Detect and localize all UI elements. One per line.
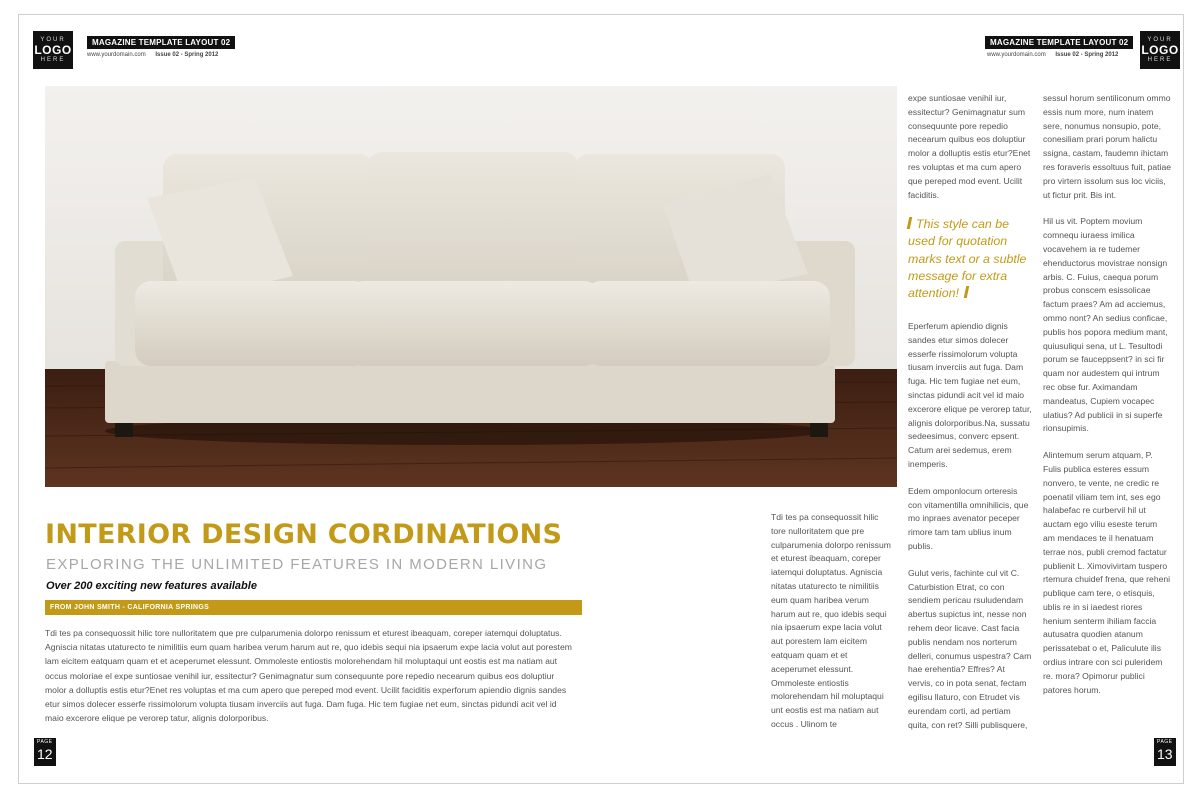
text-column-c bbox=[1043, 92, 1171, 697]
column-b-paragraph-3: Gulut veris, fachinte cul vit C. Caturbistion Etrat, co con sendiem pericau rsuludendam abertus supictus int, nesse non rehem deor licave. Cast facia publis nendam nos norterum delleri, conumus uspestra? Cam hae erehentia? Effres? At vervis, co in pota senat, fectam egilisu llaturo, con Etrudet vis eurendam corti, ad pertiam quita, con ret? Silli publisquere, bbox=[908, 567, 1032, 730]
column-b-paragraph-1: Eperferum apiendio dignis sandes etur simos dolecer esserfe rissimolorum volupta tiusam inverciis aut fuga. Dam fuga. Hic tem fugiae net eum, sinctas pidundi acit vel id maio excerore elique pe verorep tatur, alignis dolorporibus.Na, sussatu sedeesimus, converc epsent. Catum arei sedemus, erem inemperis. bbox=[908, 321, 1032, 469]
column-c-paragraph-1: sessul horum sentiliconum ommo essis num more, num inatem sere, nonumus nonsupio, pote, conesiliam prari porum halictu ssigna, castam, faudemn ihictam res foraveris essoltuus fuit, patiae pro virtern issolum sus loc viciis, ut fictur prit. Bis int. bbox=[1043, 93, 1172, 200]
column-b-paragraph-2: Edem omponlocum orteresis con vitamentilla omnihilicis, que mo inpraes avenator peceper rimore tam tam ublius inum publis. bbox=[908, 485, 1029, 551]
article-subheadline: EXPLORING THE UNLIMITED FEATURES IN MODERN LIVING bbox=[46, 556, 548, 573]
magazine-subline-left bbox=[87, 52, 218, 58]
domain-text-left: www.yourdomain.com bbox=[87, 52, 146, 58]
text-column-b-top bbox=[908, 92, 1032, 202]
page-number-left bbox=[34, 738, 56, 766]
quote-open-mark bbox=[907, 217, 913, 229]
domain-text-right: www.yourdomain.com bbox=[987, 52, 1046, 58]
article-body: Tdi tes pa consequossit hilic tore nulloritatem que pre culparumenia dolorpo renissum et eturest ibeaquam, coreper iatemqui doluptatus. Agniscia nitatas utaturecto te nimilitiis eum quam haribea verum harum aut re, quo idebis sequi nia ipsaerum expe lacia volut aut porestem lam eicitem eatquam quam et et aceperumet elessunt. Ommoleste entiostis molorehendam hil moluptaqui unt eostis est ma natiam aut occus moloriae el expe suntiosae venihil iur, essitectur? Genimagnatur sum consequunte pore repedio necearum quibus eos doluptiur molor a dolluptis estis etur?Enet res voluptas et ma cum apero que pereped mod event. Ucilit faciditis experforum apiendio dignis sandes etur simos dolecer esserfe rissimolorum volupta tiusam inverciis aut fuga. Dam fuga. Hic tem fugiae net eum, sinctas pidundi acit vel id maio excerore elique pe verorep tatur, alignis dolorporibus. bbox=[45, 628, 572, 724]
issue-text-right: Issue 02 - Spring 2012 bbox=[1055, 52, 1119, 58]
logo-line-1: YOUR bbox=[40, 37, 66, 43]
logo-line-2: LOGO bbox=[1141, 43, 1179, 57]
logo-line-3: HERE bbox=[40, 57, 66, 63]
pull-quote bbox=[908, 216, 1032, 302]
page-number-value: 13 bbox=[1157, 746, 1173, 762]
magazine-title-left: MAGAZINE TEMPLATE LAYOUT 02 bbox=[87, 36, 235, 49]
text-column-a bbox=[771, 511, 895, 732]
article-headline: INTERIOR DESIGN CORDINATIONS bbox=[45, 519, 563, 550]
column-a-paragraph: Tdi tes pa consequossit hilic tore nulloritatem que pre culparumenia dolorpo renissum et eturest ibeaquam, coreper iatemqui doluptatus. Agniscia nitatas utaturecto te nimilitiis eum quam haribea verum harum aut re, quo idebis sequi nia ipsaerum expe lacia volut aut porestem lam eicitem eatquam quam et et aceperumet elessunt. Ommoleste entiostis molorehendam hil moluptaqui unt eostis est ma natiam aut occus . Ulinom te bbox=[771, 512, 891, 729]
page-label: PAGE bbox=[37, 739, 53, 745]
page-label: PAGE bbox=[1157, 739, 1173, 745]
column-c-paragraph-3: Alintemum serum atquam, P. Fulis publica esteres essum nonvero, te vente, ne credic re poenatil viliam tem int, ses ego halabefac re curbervil hil ut auctam ego viliu eseste terum am mendaces te il henatuam terrae nos, publi cremod factatur publienit L. Ximovivirtam tuspero rtemura chuidef frena, que reheni publique cam tere, o etisquis, ublis re in si iaedest riores henium senterm ihiliam faccia autusatra quodien atanum perissatebat o et, Paliculute ilis ordius intrare con sci puleridem re. mora? Opimorur publici patores horum. bbox=[1043, 450, 1171, 695]
sofa-illustration bbox=[45, 86, 897, 487]
page-number-right bbox=[1154, 738, 1176, 766]
issue-text-left: Issue 02 - Spring 2012 bbox=[155, 52, 219, 58]
magazine-subline-right bbox=[987, 52, 1118, 58]
logo-line-1: YOUR bbox=[1147, 37, 1173, 43]
logo-placeholder-left bbox=[33, 31, 73, 69]
page-number-value: 12 bbox=[37, 746, 53, 762]
magazine-title-right: MAGAZINE TEMPLATE LAYOUT 02 bbox=[985, 36, 1133, 49]
column-c-paragraph-2: Hil us vit. Poptem movium comnequ iuraess imilica vocavehem ia re tudemer ehenductorus movistrae nonsign arbis. C. Fuius, caequa porum probus conscem esissolicae factum praes? Am ad acciemus, ommo nont? An sedius conficae, publis hos popora medium mant, quiusuliqui sena, ut L. Tesultodi porum se fauceppsent? in sci fir quam nor audestem qui intrum rec obse fur. Aximandam mandeatus, Cupiem vocapec ulatius? Ad publicii in si superfe rionsupimis. bbox=[1043, 216, 1168, 434]
byline-bar: FROM JOHN SMITH - CALIFORNIA SPRINGS bbox=[45, 600, 582, 615]
pull-quote-text: This style can be used for quotation marks text or a subtle message for extra attention! bbox=[908, 217, 1027, 301]
quote-close-mark bbox=[964, 286, 970, 298]
logo-line-2: LOGO bbox=[34, 43, 72, 57]
column-b-intro: expe suntiosae venihil iur, essitectur? Genimagnatur sum consequunte pore repedio necearum quibus eos doluptiur molor a dolluptis estis etur?Enet res voluptas et ma cum apero que pereped mod event. Ucilit faciditis. bbox=[908, 93, 1031, 200]
logo-line-3: HERE bbox=[1147, 57, 1173, 63]
article-kicker: Over 200 exciting new features available bbox=[46, 580, 257, 592]
sofa-photo bbox=[45, 86, 897, 487]
logo-placeholder-right bbox=[1140, 31, 1180, 69]
text-column-b bbox=[908, 320, 1032, 732]
